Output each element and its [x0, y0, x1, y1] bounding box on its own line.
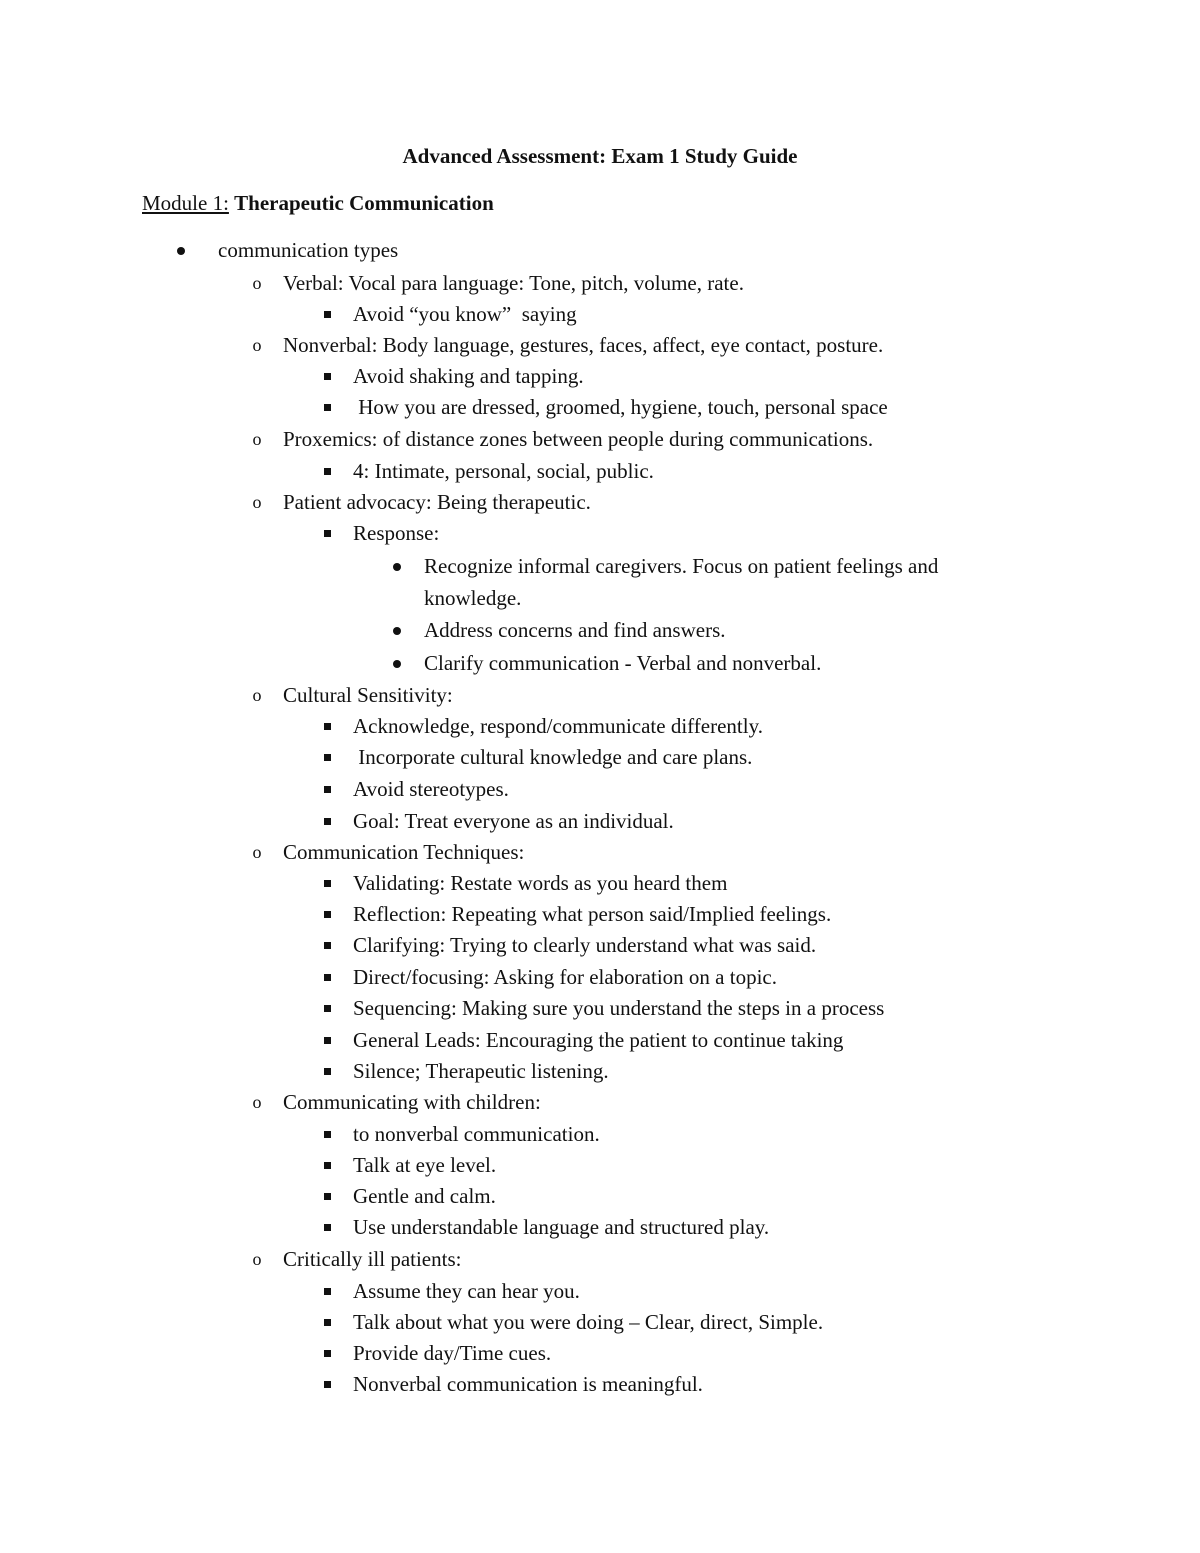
- bullet-icon: [387, 615, 407, 646]
- square-bullet-icon: [317, 1276, 337, 1307]
- square-bullet-icon: [317, 899, 337, 930]
- circle-bullet-icon: o: [252, 273, 262, 293]
- module-title: Therapeutic Communication: [234, 191, 494, 215]
- list-item-continuation: knowledge.: [424, 586, 522, 610]
- list-item: o Nonverbal: Body language, gestures, faces, affect, eye contact, posture.: [283, 330, 883, 361]
- square-bullet-icon: [317, 456, 337, 487]
- module-label: Module 1:: [142, 191, 229, 215]
- circle-bullet-icon: o: [252, 685, 262, 705]
- square-bullet-icon: [317, 1307, 337, 1338]
- list-item: o Critically ill patients:: [283, 1244, 461, 1275]
- square-bullet-icon: [317, 868, 337, 899]
- bullet-icon: [171, 235, 191, 266]
- list-item: Assume they can hear you.: [353, 1276, 580, 1307]
- circle-bullet-icon: o: [252, 842, 262, 862]
- square-bullet-icon: [317, 1338, 337, 1369]
- list-item: Nonverbal communication is meaningful.: [353, 1369, 703, 1400]
- list-item: Direct/focusing: Asking for elaboration on a topic.: [353, 962, 777, 993]
- list-item: How you are dressed, groomed, hygiene, touch, personal space: [353, 392, 888, 423]
- circle-bullet-icon: o: [252, 429, 262, 449]
- bullet-icon: [387, 551, 407, 582]
- list-item: Reflection: Repeating what person said/Implied feelings.: [353, 899, 831, 930]
- square-bullet-icon: [317, 1025, 337, 1056]
- list-item: Validating: Restate words as you heard them: [353, 868, 727, 899]
- square-bullet-icon: [317, 930, 337, 961]
- list-item: Clarifying: Trying to clearly understand what was said.: [353, 930, 816, 961]
- list-item: o Communication Techniques:: [283, 837, 524, 868]
- square-bullet-icon: [317, 711, 337, 742]
- square-bullet-icon: [317, 962, 337, 993]
- square-bullet-icon: [317, 993, 337, 1024]
- list-item: Gentle and calm.: [353, 1181, 496, 1212]
- list-item: 4: Intimate, personal, social, public.: [353, 456, 654, 487]
- square-bullet-icon: [317, 1119, 337, 1150]
- list-item: Acknowledge, respond/communicate differently.: [353, 711, 763, 742]
- circle-bullet-icon: o: [252, 335, 262, 355]
- list-item: communication types: [218, 235, 398, 266]
- list-item: Avoid “you know” saying: [353, 299, 577, 330]
- square-bullet-icon: [317, 1369, 337, 1400]
- square-bullet-icon: [317, 299, 337, 330]
- list-item: o Cultural Sensitivity:: [283, 680, 453, 711]
- list-item: o Verbal: Vocal para language: Tone, pitch, volume, rate.: [283, 268, 744, 299]
- list-item: General Leads: Encouraging the patient to continue taking: [353, 1025, 843, 1056]
- square-bullet-icon: [317, 774, 337, 805]
- list-item: Address concerns and find answers.: [424, 615, 726, 646]
- list-item: Silence; Therapeutic listening.: [353, 1056, 609, 1087]
- square-bullet-icon: [317, 1181, 337, 1212]
- square-bullet-icon: [317, 518, 337, 549]
- list-item: Provide day/Time cues.: [353, 1338, 551, 1369]
- square-bullet-icon: [317, 806, 337, 837]
- square-bullet-icon: [317, 742, 337, 773]
- list-item: Avoid shaking and tapping.: [353, 361, 584, 392]
- circle-bullet-icon: o: [252, 1092, 262, 1112]
- square-bullet-icon: [317, 1056, 337, 1087]
- circle-bullet-icon: o: [252, 492, 262, 512]
- module-heading: [142, 188, 494, 218]
- square-bullet-icon: [317, 361, 337, 392]
- list-item: Avoid stereotypes.: [353, 774, 509, 805]
- list-item: to nonverbal communication.: [353, 1119, 600, 1150]
- square-bullet-icon: [317, 1212, 337, 1243]
- list-item: o Communicating with children:: [283, 1087, 541, 1118]
- square-bullet-icon: [317, 1150, 337, 1181]
- list-item: o Proxemics: of distance zones between people during communications.: [283, 424, 873, 455]
- list-item: Clarify communication - Verbal and nonverbal.: [424, 648, 821, 679]
- list-item: Response:: [353, 518, 439, 549]
- list-item: Talk at eye level.: [353, 1150, 496, 1181]
- list-item: Incorporate cultural knowledge and care plans.: [353, 742, 752, 773]
- circle-bullet-icon: o: [252, 1249, 262, 1269]
- list-item: Sequencing: Making sure you understand the steps in a process: [353, 993, 884, 1024]
- list-item: o Patient advocacy: Being therapeutic.: [283, 487, 591, 518]
- list-item: Use understandable language and structured play.: [353, 1212, 769, 1243]
- bullet-icon: [387, 648, 407, 679]
- list-item: Goal: Treat everyone as an individual.: [353, 806, 674, 837]
- list-item: Recognize informal caregivers. Focus on patient feelings and: [424, 551, 938, 582]
- document-title: Advanced Assessment: Exam 1 Study Guide: [402, 144, 798, 168]
- square-bullet-icon: [317, 392, 337, 423]
- list-item: Talk about what you were doing – Clear, direct, Simple.: [353, 1307, 823, 1338]
